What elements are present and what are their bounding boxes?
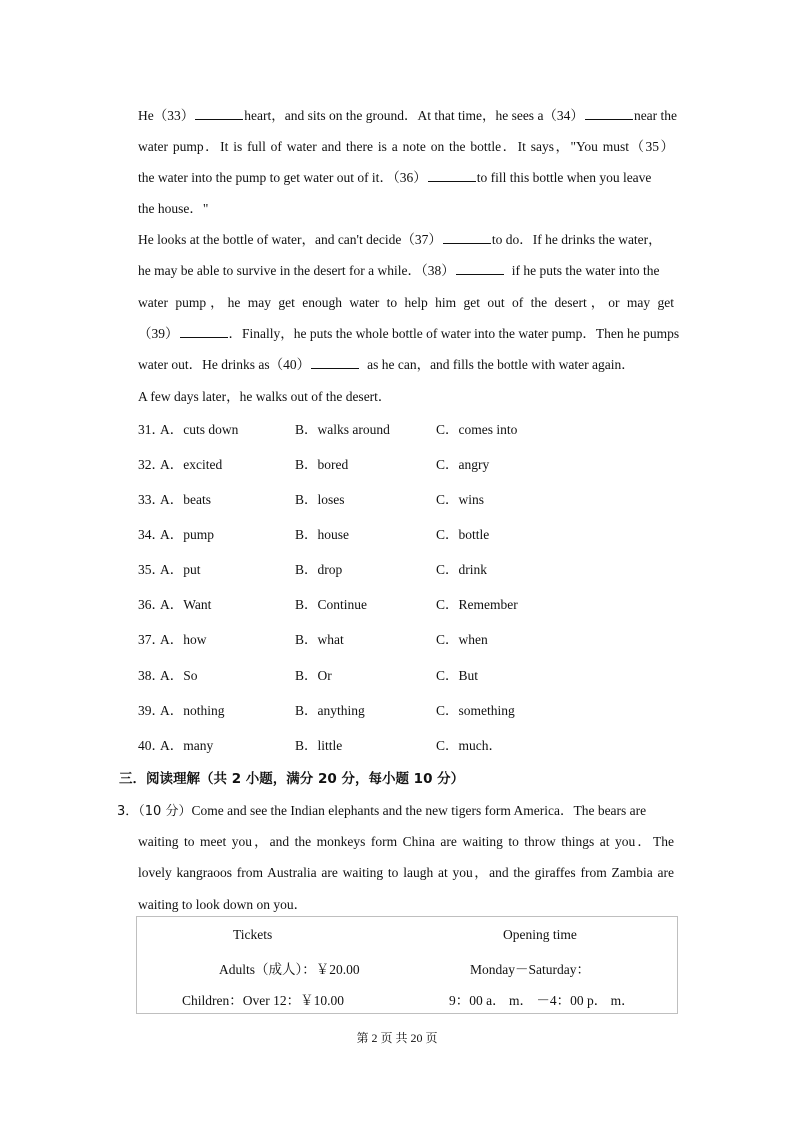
option-b[interactable]: B．drop: [295, 562, 343, 577]
passage-text: Come and see the Indian elephants and the new tigers form America．The bears are: [191, 803, 647, 818]
option-a[interactable]: A．put: [160, 562, 201, 577]
option-b[interactable]: B．what: [295, 632, 344, 647]
blank-34[interactable]: [585, 107, 633, 120]
passage-text: the water into the pump to get water out of it．（36）: [138, 170, 427, 185]
option-b[interactable]: B．Continue: [295, 597, 368, 612]
option-a[interactable]: A．cuts down: [160, 422, 239, 437]
question-number: 34．: [138, 527, 165, 542]
option-c[interactable]: C．when: [436, 632, 488, 647]
option-a[interactable]: A．many: [160, 738, 214, 753]
option-b[interactable]: B．house: [295, 527, 349, 542]
option-c[interactable]: C．Remember: [436, 597, 518, 612]
option-b[interactable]: B．little: [295, 738, 343, 753]
option-b[interactable]: B．bored: [295, 457, 349, 472]
passage-text: as he can，and fills the bottle with water again．: [367, 357, 635, 372]
passage-line: [138, 104, 677, 124]
passage-text: if he puts the water into the: [511, 263, 660, 278]
option-a[interactable]: A．how: [160, 632, 207, 647]
question-label: 3．（10 分）: [117, 804, 192, 819]
passage-text: water out．He drinks as（40）: [138, 357, 311, 372]
opening-hours: 9：00 a． m． －4：00 p． m．: [449, 993, 635, 1008]
passage-text: near the: [633, 108, 678, 123]
passage-line: [138, 259, 660, 279]
adult-price: Adults（成人）：￥20.00: [219, 962, 360, 977]
option-a[interactable]: A．beats: [160, 492, 211, 507]
passage-line: the house．": [138, 201, 209, 216]
passage-text: he may be able to survive in the desert for a while．（38）: [138, 263, 455, 278]
question-number: 40．: [138, 738, 165, 753]
question-number: 33．: [138, 492, 165, 507]
option-b[interactable]: B．loses: [295, 492, 345, 507]
passage-line: [138, 353, 635, 373]
passage-line: A few days later，he walks out of the desert．: [138, 389, 392, 404]
opening-days: Monday－Saturday：: [470, 962, 590, 977]
question-3-line: [117, 799, 674, 819]
option-a[interactable]: A．pump: [160, 527, 214, 542]
option-c[interactable]: C．bottle: [436, 527, 490, 542]
blank-37[interactable]: [443, 231, 491, 244]
passage-line: waiting to meet you，and the monkeys form China are waiting to throw things at you．The: [138, 834, 674, 849]
question-number: 38．: [138, 668, 165, 683]
passage-text: ．Finally，he puts the whole bottle of water into the water pump．Then he pumps: [228, 326, 680, 341]
option-c[interactable]: C．wins: [436, 492, 485, 507]
option-c[interactable]: C．much．: [436, 738, 502, 753]
question-number: 32．: [138, 457, 165, 472]
option-a[interactable]: A．excited: [160, 457, 223, 472]
question-number: 31．: [138, 422, 165, 437]
option-a[interactable]: A．Want: [160, 597, 212, 612]
option-a[interactable]: A．nothing: [160, 703, 225, 718]
passage-line: water pump，he may get enough water to help him get out of the desert，or may get: [138, 295, 674, 310]
option-c[interactable]: C．angry: [436, 457, 490, 472]
passage-line: waiting to look down on you．: [138, 897, 308, 912]
option-b[interactable]: B．anything: [295, 703, 365, 718]
child-price: Children：Over 12：￥10.00: [182, 993, 344, 1008]
option-b[interactable]: B．Or: [295, 668, 332, 683]
question-number: 35．: [138, 562, 165, 577]
passage-text: heart，and sits on the ground．At that time，he sees a（34）: [244, 108, 584, 123]
page-footer: 第 2 页 共 20 页: [356, 1031, 438, 1045]
option-c[interactable]: C．drink: [436, 562, 488, 577]
section-heading: 三．阅读理解（共 2 小题，满分 20 分，每小题 10 分）: [119, 771, 465, 787]
passage-text: to do．If he drinks the water，: [491, 232, 662, 247]
passage-text: He（33）: [138, 108, 195, 123]
option-a[interactable]: A．So: [160, 668, 198, 683]
passage-text: He looks at the bottle of water，and can't decide（37）: [138, 232, 442, 247]
question-number: 39．: [138, 703, 165, 718]
passage-line: lovely kangraoos from Australia are waiting to laugh at you，and the giraffes from Zambia are: [138, 865, 674, 880]
ticket-table: [136, 916, 678, 1014]
blank-36[interactable]: [428, 169, 476, 182]
blank-33[interactable]: [195, 107, 243, 120]
opening-header: Opening time: [503, 927, 577, 942]
blank-39[interactable]: [180, 325, 228, 338]
passage-line: [138, 322, 679, 342]
option-c[interactable]: C．comes into: [436, 422, 518, 437]
blank-40[interactable]: [311, 356, 359, 369]
option-c[interactable]: C．something: [436, 703, 515, 718]
passage-line: water pump．It is full of water and there is a note on the bottle．It says，"You must（35）: [138, 139, 674, 154]
blank-38[interactable]: [456, 262, 504, 275]
question-number: 37．: [138, 632, 165, 647]
option-c[interactable]: C．But: [436, 668, 479, 683]
passage-text: （39）: [138, 326, 179, 341]
option-b[interactable]: B．walks around: [295, 422, 390, 437]
tickets-header: Tickets: [233, 927, 273, 942]
passage-line: [138, 166, 651, 186]
passage-line: [138, 228, 662, 248]
question-number: 36．: [138, 597, 165, 612]
passage-text: to fill this bottle when you leave: [476, 170, 652, 185]
